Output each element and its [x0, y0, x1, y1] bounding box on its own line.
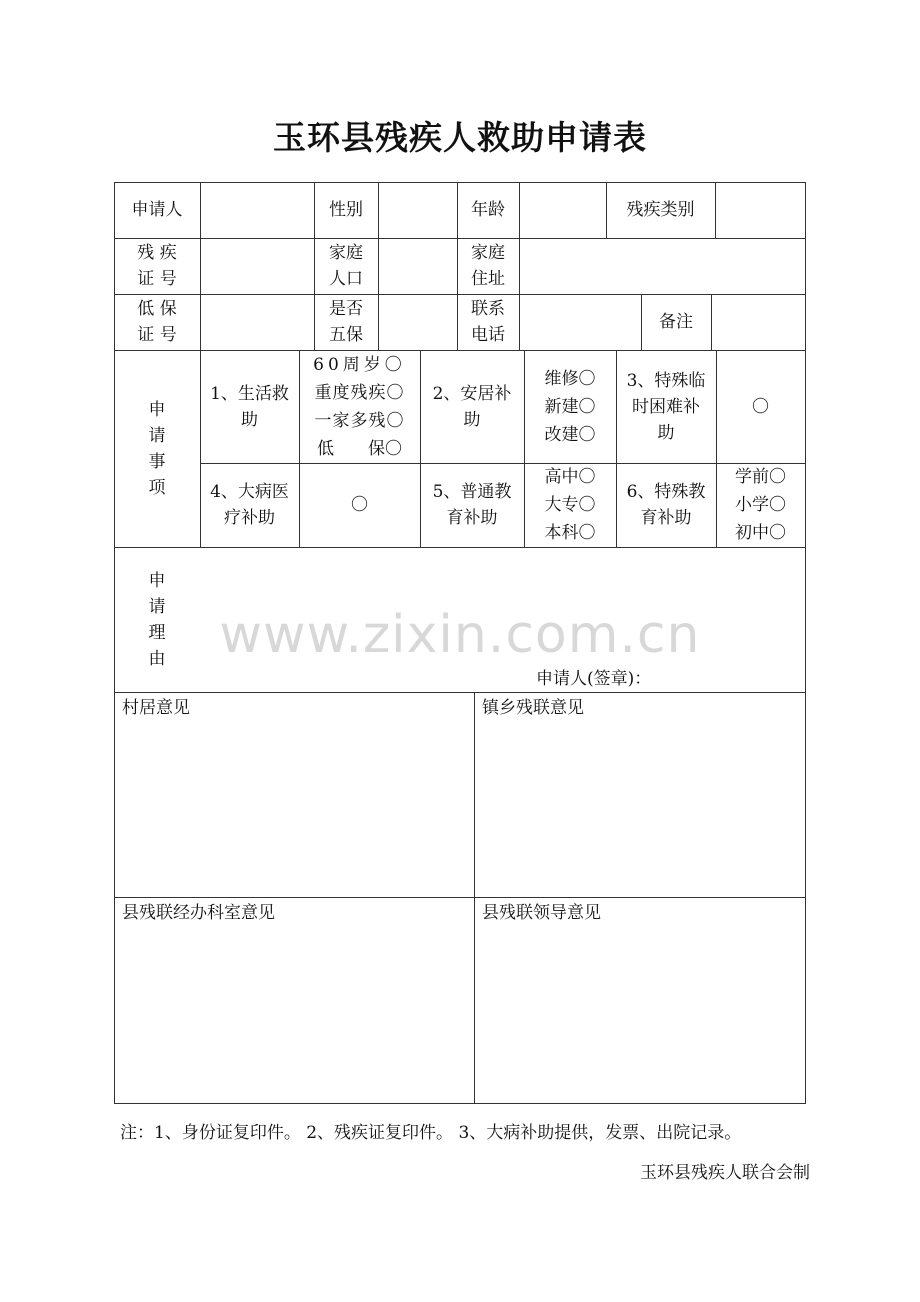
item-special-hardship: 3、特殊临 时困难补 助	[626, 370, 706, 443]
special-education-options[interactable]	[716, 463, 805, 547]
page-title: 玉环县残疾人救助申请表	[273, 118, 647, 157]
option-repair[interactable]: 维修〇	[544, 368, 596, 389]
county-leader-opinion-label: 县残联领导意见	[482, 903, 601, 923]
county-office-opinion-box[interactable]	[114, 897, 474, 1103]
gender-field[interactable]	[378, 182, 457, 238]
living-assistance-options[interactable]	[299, 350, 420, 463]
remark-field[interactable]	[711, 294, 805, 350]
address-field[interactable]	[519, 238, 805, 294]
option-dibao[interactable]: 低 保〇	[317, 438, 402, 459]
option-primary[interactable]: 小学〇	[735, 495, 786, 515]
gender-label: 性别	[329, 200, 363, 220]
option-preschool[interactable]: 学前〇	[735, 467, 786, 487]
town-opinion-label: 镇乡残联意见	[482, 698, 584, 718]
option-junior-middle[interactable]: 初中〇	[735, 523, 786, 543]
age-label: 年龄	[471, 200, 505, 220]
option-high-school[interactable]: 高中〇	[544, 467, 596, 487]
reason-label: 申 请 理 由	[148, 570, 166, 669]
disability-type-label: 残疾类别	[626, 200, 695, 220]
wubao-label: 是否 五保	[329, 299, 363, 345]
household-size-field[interactable]	[378, 238, 457, 294]
village-opinion-box[interactable]	[114, 692, 474, 897]
medical-subsidy-option[interactable]: 〇	[351, 495, 368, 515]
age-field[interactable]	[519, 182, 606, 238]
footnote: 注：1、身份证复印件。 2、残疾证复印件。 3、大病补助提供，发票、出院记录。	[120, 1123, 742, 1143]
special-hardship-option[interactable]: 〇	[752, 396, 769, 417]
applicant-signature-label: 申请人(签章)：	[536, 669, 652, 689]
item-general-education: 5、普通教 育补助	[432, 482, 512, 528]
option-age60[interactable]: 60周岁〇	[313, 354, 406, 375]
general-education-options[interactable]	[524, 463, 616, 547]
option-bachelor[interactable]: 本科〇	[544, 523, 596, 543]
item-medical-subsidy: 4、大病医 疗补助	[210, 482, 289, 528]
county-office-opinion-label: 县残联经办科室意见	[122, 903, 275, 923]
issuer: 玉环县残疾人联合会制	[640, 1163, 810, 1183]
applicant-label: 申请人	[131, 200, 183, 220]
item-housing-subsidy: 2、安居补 助	[432, 383, 512, 430]
county-leader-opinion-box[interactable]	[474, 897, 805, 1103]
dibao-cert-label: 低 保 证 号	[137, 299, 177, 345]
disability-cert-label: 残 疾 证 号	[137, 243, 177, 289]
matters-label: 申 请 事 项	[148, 399, 166, 498]
wubao-field[interactable]	[378, 294, 457, 350]
disability-type-field[interactable]	[715, 182, 805, 238]
village-opinion-label: 村居意见	[122, 698, 190, 718]
remark-label: 备注	[659, 312, 693, 332]
option-multi-disabled-family[interactable]: 一家多残〇	[314, 410, 405, 431]
disability-cert-field[interactable]	[200, 238, 314, 294]
applicant-field[interactable]	[200, 182, 314, 238]
town-opinion-box[interactable]	[474, 692, 805, 897]
item-living-assistance: 1、生活救 助	[210, 383, 289, 430]
dibao-cert-field[interactable]	[200, 294, 314, 350]
option-rebuild[interactable]: 改建〇	[544, 424, 596, 445]
phone-field[interactable]	[519, 294, 641, 350]
option-junior-college[interactable]: 大专〇	[544, 495, 596, 515]
phone-label: 联系 电话	[471, 299, 505, 345]
item-special-education: 6、特殊教 育补助	[626, 482, 706, 528]
watermark: www.zixin.com.cn	[219, 605, 701, 665]
option-severe-disability[interactable]: 重度残疾〇	[314, 382, 405, 403]
household-size-label: 家庭 人口	[329, 243, 363, 289]
housing-options[interactable]	[524, 350, 616, 463]
option-new-build[interactable]: 新建〇	[544, 396, 596, 417]
address-label: 家庭 住址	[471, 243, 505, 289]
